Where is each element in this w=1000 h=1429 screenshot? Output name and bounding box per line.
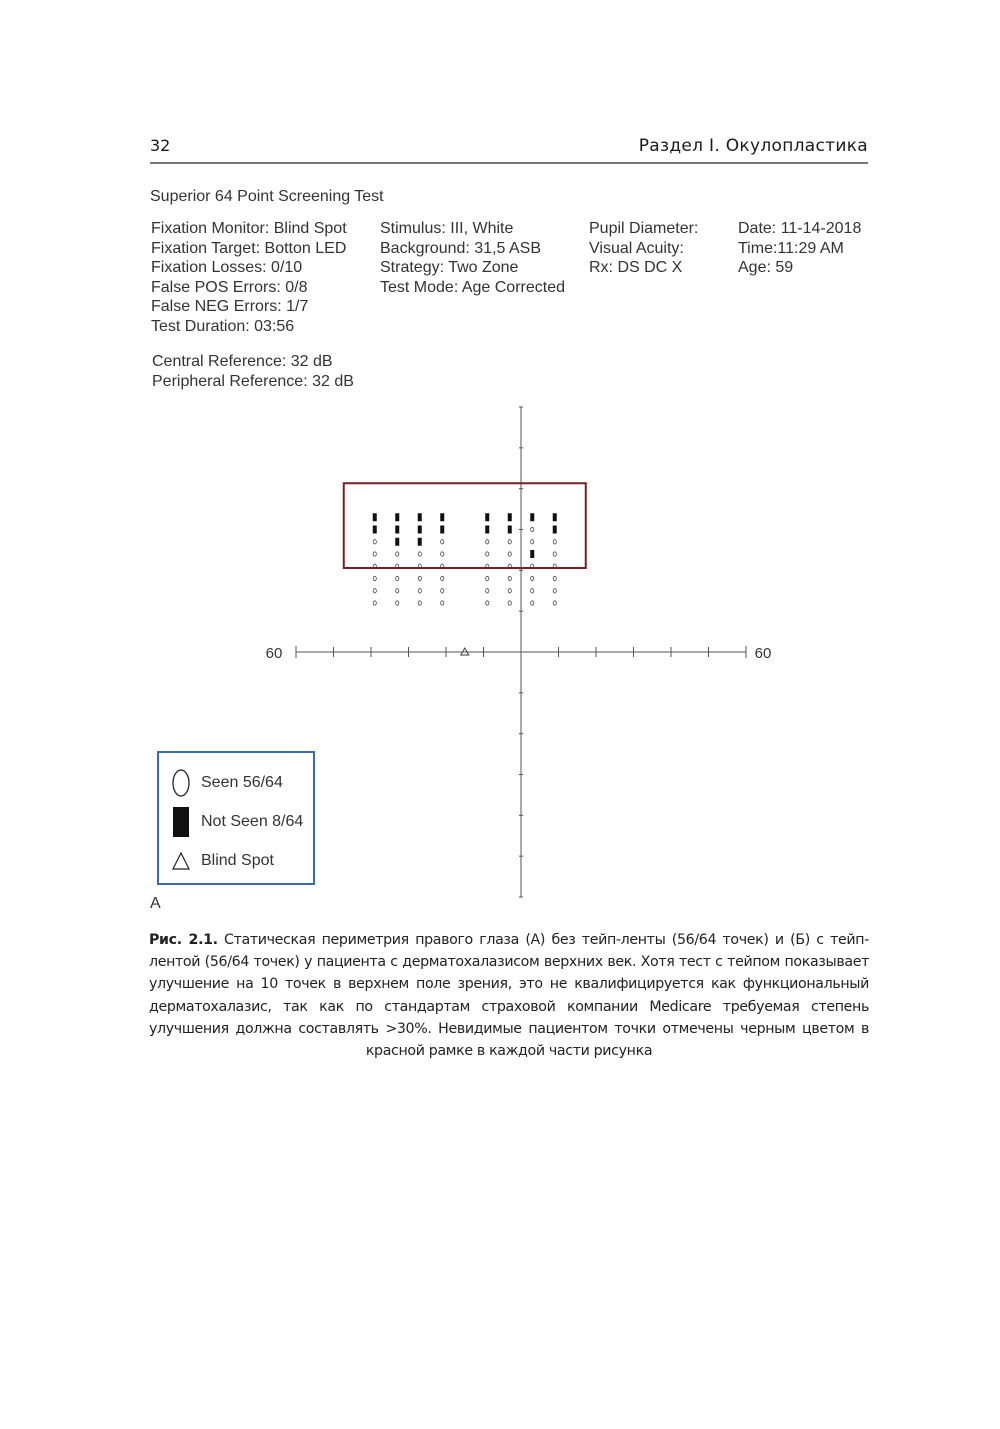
not-seen-point (418, 526, 422, 534)
seen-point (486, 601, 489, 605)
not-seen-point (418, 538, 422, 546)
triangle-icon (169, 846, 193, 876)
seen-point (396, 552, 399, 556)
seen-point (531, 601, 534, 605)
seen-point (508, 540, 511, 544)
axes (296, 407, 746, 897)
not-seen-point (485, 526, 489, 534)
legend-seen-label: Seen 56/64 (201, 774, 283, 791)
open-ellipse-icon (169, 768, 193, 798)
not-seen-point (530, 513, 534, 521)
seen-point (486, 589, 489, 593)
not-seen-point (530, 550, 534, 558)
not-seen-point (440, 513, 444, 521)
seen-point (531, 540, 534, 544)
section-title: Раздел I. Окулопластика (638, 136, 868, 156)
not-seen-point (553, 513, 557, 521)
seen-point (373, 540, 376, 544)
seen-point (508, 576, 511, 580)
seen-point (373, 589, 376, 593)
test-date: Date: 11-14-2018 (738, 220, 862, 237)
seen-point (553, 589, 556, 593)
seen-point (553, 601, 556, 605)
seen-point (441, 576, 444, 580)
part-label: А (150, 895, 161, 912)
rx: Rx: DS DC X (589, 259, 683, 277)
seen-point (553, 576, 556, 580)
fixation-target: Fixation Target: Botton LED (151, 239, 347, 257)
page-number: 32 (150, 136, 171, 155)
seen-point (486, 552, 489, 556)
not-seen-point (373, 526, 377, 534)
not-seen-point (508, 526, 512, 534)
not-seen-point (395, 526, 399, 534)
seen-point (531, 589, 534, 593)
seen-point (418, 576, 421, 580)
seen-point (531, 527, 534, 531)
legend-item-blind-spot (169, 846, 274, 876)
not-seen-point (440, 526, 444, 534)
filled-square-icon (169, 807, 193, 837)
seen-point (441, 540, 444, 544)
not-seen-point (553, 526, 557, 534)
seen-point (486, 540, 489, 544)
test-mode: Test Mode: Age Corrected (380, 278, 565, 296)
strategy: Strategy: Two Zone (380, 259, 519, 277)
visual-acuity: Visual Acuity: (589, 239, 684, 257)
not-seen-point (485, 513, 489, 521)
fixation-monitor: Fixation Monitor: Blind Spot (151, 220, 347, 237)
caption-text: Статическая периметрия правого глаза (А) без тейп-ленты (56/64 точек) и (Б) с тейп-лентой (56/64 точек) у пациента с дерматохалазисом верхних век. Хотя тест с тейпом показывает улучшение на 10 точек в верхнем поле зрения, это не квалифицируется как функциональный дерматохалазис, так как по стандартам страховой компании Medicare требуемая степень улучшения должна составлять >30%. Невидимые пациентом точки отмечены черным цветом в красной рамке в каждой части рисунка (149, 932, 869, 1060)
false-neg-errors: False NEG Errors: 1/7 (151, 298, 309, 316)
stimulus: Stimulus: III, White (380, 220, 514, 237)
seen-point (441, 552, 444, 556)
fixation-losses: Fixation Losses: 0/10 (151, 259, 303, 277)
peripheral-reference: Peripheral Reference: 32 dB (152, 373, 354, 390)
test-time: Time:11:29 AM (738, 239, 844, 257)
highlight-frame (344, 483, 586, 568)
not-seen-point (395, 513, 399, 521)
seen-point (418, 552, 421, 556)
central-reference: Central Reference: 32 dB (152, 353, 333, 370)
seen-point (508, 589, 511, 593)
seen-point (441, 589, 444, 593)
seen-point (373, 576, 376, 580)
not-seen-point (395, 538, 399, 546)
seen-point (441, 601, 444, 605)
test-points (373, 513, 557, 605)
seen-point (553, 540, 556, 544)
not-seen-point (508, 513, 512, 521)
not-seen-point (418, 513, 422, 521)
pupil-diameter: Pupil Diameter: (589, 220, 699, 237)
seen-point (508, 601, 511, 605)
false-pos-errors: False POS Errors: 0/8 (151, 278, 308, 296)
seen-point (373, 552, 376, 556)
seen-point (418, 601, 421, 605)
patient-age: Age: 59 (738, 259, 794, 277)
legend-not-seen-label: Not Seen 8/64 (201, 813, 304, 830)
seen-point (396, 601, 399, 605)
test-title: Superior 64 Point Screening Test (150, 188, 384, 205)
legend (157, 751, 315, 885)
seen-point (418, 589, 421, 593)
seen-point (553, 552, 556, 556)
caption-label: Рис. 2.1. (149, 932, 218, 948)
seen-point (531, 576, 534, 580)
seen-point (373, 601, 376, 605)
axis-left-label: 60 (265, 645, 283, 662)
test-duration: Test Duration: 03:56 (151, 317, 295, 335)
legend-item-seen (169, 768, 283, 798)
axis-right-label: 60 (754, 645, 772, 662)
background: Background: 31,5 ASB (380, 239, 541, 257)
legend-item-not-seen (169, 807, 303, 837)
seen-point (508, 552, 511, 556)
legend-blind-spot-label: Blind Spot (201, 852, 274, 869)
seen-point (396, 589, 399, 593)
not-seen-point (373, 513, 377, 521)
seen-point (396, 576, 399, 580)
figure-caption (149, 929, 869, 1062)
seen-point (486, 576, 489, 580)
